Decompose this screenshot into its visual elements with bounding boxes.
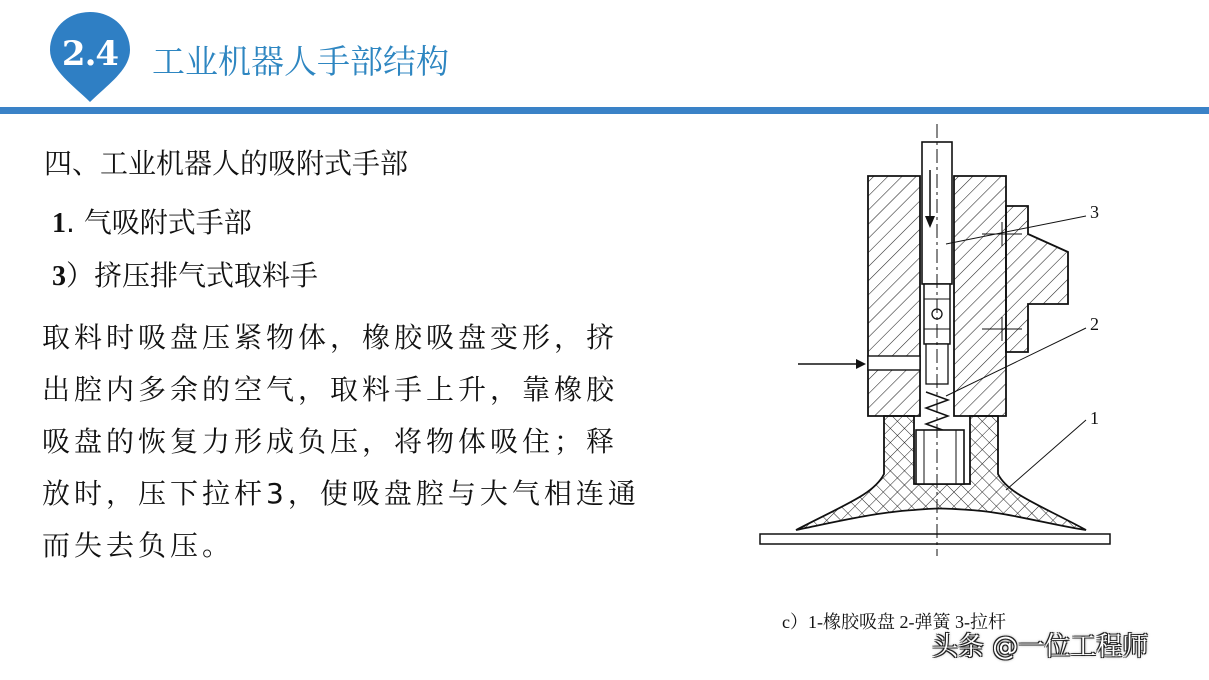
section-badge <box>44 8 136 104</box>
paragraph-line: 吸盘的恢复力形成负压，将物体吸住；释 <box>42 425 619 458</box>
paragraph-line: 放时，压下拉杆3，使吸盘腔与大气相连通 <box>42 477 640 510</box>
paragraph-line: 取料时吸盘压紧物体，橡胶吸盘变形，挤 <box>42 321 619 354</box>
watermark: 头条 @一位工程师 <box>932 632 1149 662</box>
subheading-2-text: ）挤压排气式取料手 <box>66 259 319 292</box>
suction-gripper-diagram <box>756 124 1116 564</box>
section-heading: 四、工业机器人的吸附式手部 <box>44 147 409 180</box>
paragraph-line: 出腔内多余的空气，取料手上升，靠橡胶 <box>42 373 619 406</box>
subheading-1-text: . 气吸附式手部 <box>66 206 252 239</box>
description-paragraph <box>42 312 672 572</box>
subheading-1-number: 1 <box>52 208 66 239</box>
header-divider <box>0 107 1209 114</box>
paragraph-line: 而失去负压。 <box>42 529 235 562</box>
figure-caption: c）1-橡胶吸盘 2-弹簧 3-拉杆 <box>782 612 1006 632</box>
label-two: 2 <box>1090 314 1099 334</box>
subheading-2 <box>52 254 318 294</box>
label-three: 3 <box>1090 202 1099 222</box>
subheading-2-number: 3 <box>52 261 66 292</box>
section-number: 2.4 <box>61 34 119 74</box>
subheading-1 <box>52 201 252 241</box>
label-one: 1 <box>1090 408 1099 428</box>
page-title: 工业机器人手部结构 <box>152 42 449 81</box>
